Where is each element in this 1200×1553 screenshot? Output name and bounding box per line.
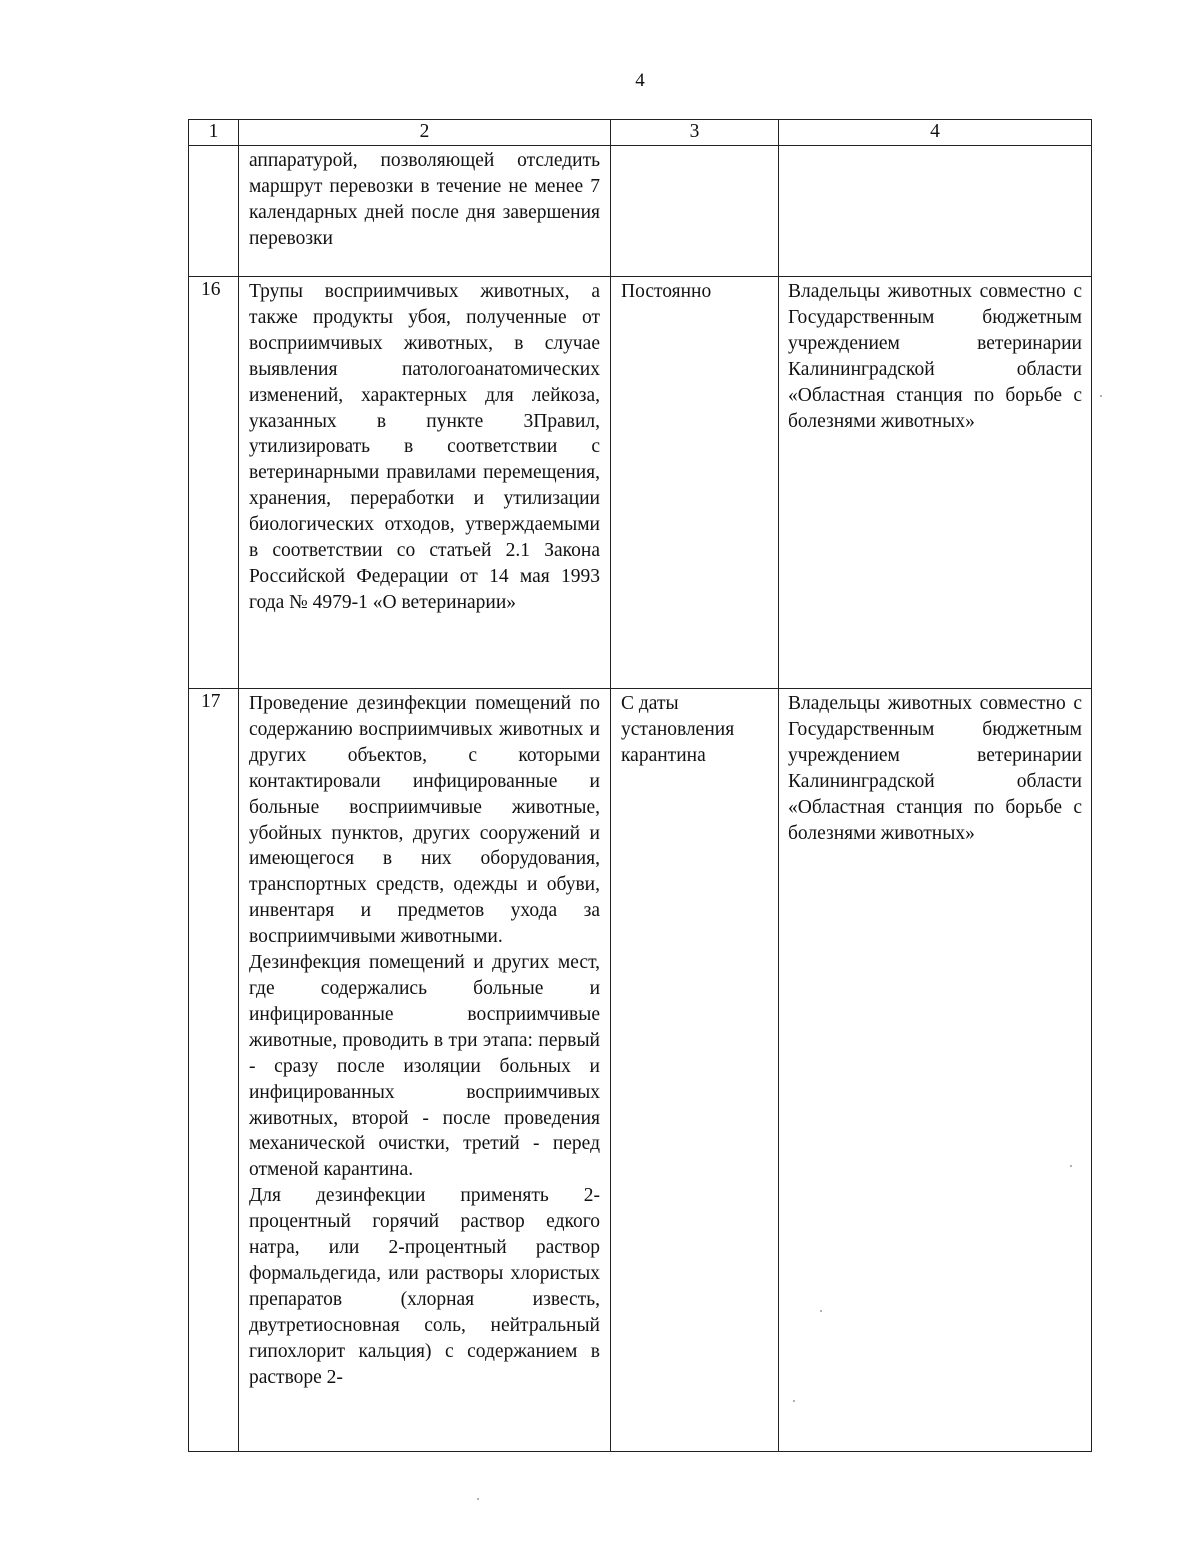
responsible-text: Владельцы животных совместно с Государственным бюджетным учреждением ветеринарии Калининградской области «Областная станция по борьбе с болезнями животных» <box>779 277 1092 689</box>
measure-paragraph: Трупы восприимчивых животных, а также продукты убоя, полученные от восприимчивых животных, в случае выявления патологоанатомических изменений, характерных для лейкоза, указанных в пункте 3Правил, утилизировать в соответствии с ветеринарными правилами перемещения, хранения, переработки и утилизации биологических отходов, утверждаемыми в соответствии со статьей 2.1 Закона Российской Федерации от 14 мая 1993 года № 4979-1 «О ветеринарии» <box>249 281 600 613</box>
scan-speck <box>477 1498 479 1500</box>
scan-speck <box>793 1400 795 1402</box>
header-cell-2: 2 <box>239 120 611 146</box>
measure-paragraph: Проведение дезинфекции помещений по содержанию восприимчивых животных и других объектов, с которыми контактировали инфицированные и больные восприимчивые животные, убойных пунктов, других сооружений и имеющегося в них оборудования, транспортных средств, одежды и обуви, инвентаря и предметов ухода за восприимчивыми животными. <box>249 693 600 948</box>
table-row <box>189 146 1092 277</box>
header-cell-3: 3 <box>611 120 779 146</box>
scan-speck <box>1100 395 1102 397</box>
row-number: 17 <box>189 689 239 1452</box>
measure-paragraph: аппаратурой, позволяющей отследить маршрут перевозки в течение не менее 7 календарных дней после дня завершения перевозки <box>249 150 600 249</box>
table-row <box>189 277 1092 689</box>
header-cell-4: 4 <box>779 120 1092 146</box>
scan-speck <box>1070 1165 1072 1167</box>
measure-paragraph: Дезинфекция помещений и других мест, где содержались больные и инфицированные восприимчивые животные, проводить в три этапа: первый - сразу после изоляции больных и инфицированных восприимчивых животных, второй - после проведения механической очистки, третий - перед отменой карантина. <box>249 952 600 1181</box>
responsible-text: Владельцы животных совместно с Государственным бюджетным учреждением ветеринарии Калининградской области «Областная станция по борьбе с болезнями животных» <box>779 689 1092 1452</box>
measure-text <box>239 146 611 277</box>
deadline-text: Постоянно <box>611 277 779 689</box>
measure-text <box>239 689 611 1452</box>
header-cell-1: 1 <box>189 120 239 146</box>
table-row <box>189 689 1092 1452</box>
responsible-text <box>779 146 1092 277</box>
measure-paragraph: Для дезинфекции применять 2-процентный горячий раствор едкого натра, или 2-процентный раствор формальдегида, или растворы хлористых препаратов (хлорная известь, двутретиосновная соль, нейтральный гипохлорит кальция) с содержанием в растворе 2- <box>249 1185 600 1388</box>
page-number: 4 <box>635 70 645 91</box>
row-number <box>189 146 239 277</box>
measures-table <box>188 119 1092 1452</box>
deadline-text <box>611 146 779 277</box>
measure-text <box>239 277 611 689</box>
row-number: 16 <box>189 277 239 689</box>
deadline-text: С даты установления карантина <box>611 689 779 1452</box>
table-header-row <box>189 120 1092 146</box>
scan-speck <box>820 1310 822 1312</box>
